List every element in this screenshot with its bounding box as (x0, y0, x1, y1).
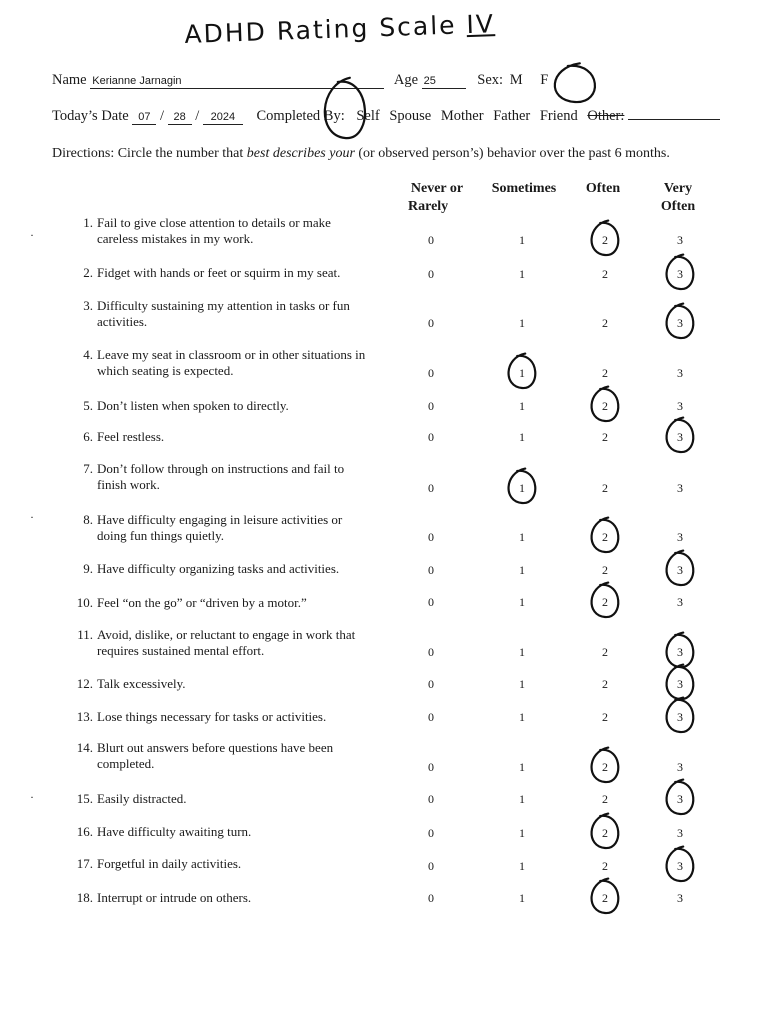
item-text: Lose things necessary for tasks or activities. (97, 709, 327, 724)
item-number: 4. (83, 347, 93, 362)
item-text: Feel restless. (97, 429, 165, 444)
item-number: 18. (76, 890, 93, 905)
score-option-1[interactable]: 1 (519, 399, 525, 413)
stray-mark: · (30, 790, 34, 804)
column-header-often (578, 180, 628, 198)
score-option-2[interactable]: 2 (602, 891, 608, 905)
score-option-1[interactable]: 1 (519, 366, 525, 380)
score-option-0[interactable]: 0 (428, 430, 434, 444)
item-text: Forgetful in daily activities. (97, 856, 242, 871)
score-option-2[interactable]: 2 (602, 399, 608, 413)
sex-circle (555, 63, 595, 102)
item-row (76, 856, 372, 872)
name-label: Name (52, 72, 87, 88)
item-row (83, 461, 372, 493)
item-number: 16. (76, 824, 93, 839)
score-option-3[interactable]: 3 (677, 267, 683, 281)
item-text: Feel “on the go” or “driven by a motor.” (97, 595, 307, 610)
item-number: 11. (77, 627, 93, 642)
score-option-1[interactable]: 1 (519, 677, 525, 691)
item-row (76, 740, 372, 772)
column-header-line: Often (585, 181, 621, 196)
date-separator: / (195, 108, 200, 124)
score-option-2[interactable]: 2 (602, 760, 608, 774)
score-option-3[interactable]: 3 (677, 826, 683, 840)
item-number: 17. (76, 856, 93, 871)
item-number: 2. (83, 265, 93, 280)
score-option-3[interactable]: 3 (677, 399, 683, 413)
column-header-line: Sometimes (491, 181, 557, 196)
score-option-0[interactable]: 0 (428, 481, 434, 495)
item-row (76, 890, 372, 906)
item-text: Have difficulty awaiting turn. (97, 824, 252, 839)
score-option-0[interactable]: 0 (428, 859, 434, 873)
score-option-2[interactable]: 2 (602, 645, 608, 659)
date-year-field[interactable]: 2024 (203, 111, 243, 125)
score-option-1[interactable]: 1 (519, 826, 525, 840)
score-option-1[interactable]: 1 (519, 792, 525, 806)
completed-option-mother[interactable]: Mother (440, 108, 484, 124)
completed-option-friend[interactable]: Friend (539, 108, 578, 124)
score-option-3[interactable]: 3 (677, 233, 683, 247)
date-month-field[interactable]: 07 (132, 111, 156, 125)
score-option-0[interactable]: 0 (428, 760, 434, 774)
item-text: Have difficulty engaging in leisure activities or doing fun things quietly. (97, 512, 343, 543)
score-option-2[interactable]: 2 (602, 316, 608, 330)
item-row (83, 215, 372, 247)
stray-mark: · (30, 228, 34, 242)
item-text: Have difficulty organizing tasks and activities. (97, 561, 340, 576)
item-text: Talk excessively. (97, 676, 186, 691)
directions-text-pre: Circle the number that (117, 146, 244, 161)
score-option-3[interactable]: 3 (677, 481, 683, 495)
directions (52, 146, 670, 162)
date-separator: / (159, 108, 164, 124)
other-field[interactable] (628, 107, 720, 120)
score-option-0[interactable]: 0 (428, 645, 434, 659)
name-field[interactable]: Kerianne Jarnagin (90, 75, 384, 89)
score-option-1[interactable]: 1 (519, 316, 525, 330)
completed-option-self[interactable]: Self (356, 108, 380, 124)
score-option-0[interactable]: 0 (428, 710, 434, 724)
item-text: Easily distracted. (97, 791, 187, 806)
item-number: 1. (83, 215, 93, 230)
column-header-line: Rarely (408, 199, 449, 214)
score-option-2[interactable]: 2 (602, 595, 608, 609)
sex-option-f[interactable]: F (540, 72, 549, 88)
completed-option-other[interactable]: Other: (587, 108, 625, 124)
item-row (83, 561, 372, 577)
score-option-0[interactable]: 0 (428, 233, 434, 247)
item-number: 8. (83, 512, 93, 527)
form-title (184, 9, 495, 49)
date-label: Today’s Date (52, 108, 129, 124)
item-number: 5. (83, 398, 93, 413)
score-option-2[interactable]: 2 (602, 859, 608, 873)
item-text: Avoid, dislike, or reluctant to engage in work that requires sustained mental effort. (97, 627, 356, 658)
sex-label: Sex: (477, 72, 504, 88)
item-row (83, 298, 372, 330)
score-option-1[interactable]: 1 (519, 267, 525, 281)
item-row (77, 627, 372, 659)
score-option-0[interactable]: 0 (428, 595, 434, 609)
item-row (83, 265, 372, 281)
score-option-3[interactable]: 3 (677, 859, 683, 873)
score-option-2[interactable]: 2 (602, 677, 608, 691)
score-option-0[interactable]: 0 (428, 792, 434, 806)
score-option-3[interactable]: 3 (677, 316, 683, 330)
score-option-2[interactable]: 2 (602, 267, 608, 281)
completed-option-father[interactable]: Father (493, 108, 531, 124)
score-option-1[interactable]: 1 (519, 859, 525, 873)
score-option-3[interactable]: 3 (677, 760, 683, 774)
score-option-2[interactable]: 2 (602, 826, 608, 840)
item-number: 6. (83, 429, 93, 444)
completed-by-label: Completed By: (256, 108, 345, 124)
score-option-2[interactable]: 2 (602, 233, 608, 247)
item-row (76, 676, 372, 692)
date-row (52, 107, 720, 125)
item-number: 10. (76, 595, 93, 610)
score-option-3[interactable]: 3 (677, 891, 683, 905)
column-header-very-often (650, 180, 706, 216)
score-option-0[interactable]: 0 (428, 530, 434, 544)
score-option-3[interactable]: 3 (677, 677, 683, 691)
item-text: Interrupt or intrude on others. (97, 890, 252, 905)
item-row (76, 791, 372, 807)
score-option-0[interactable]: 0 (428, 563, 434, 577)
completed-option-spouse[interactable]: Spouse (389, 108, 432, 124)
score-option-1[interactable]: 1 (519, 891, 525, 905)
item-text: Blurt out answers before questions have been completed. (97, 740, 334, 771)
age-label: Age (393, 72, 419, 88)
item-text: Don’t listen when spoken to directly. (97, 398, 289, 413)
directions-label: Directions: (52, 146, 115, 161)
score-option-3[interactable]: 3 (677, 645, 683, 659)
sex-option-m[interactable]: M (509, 72, 523, 88)
score-option-2[interactable]: 2 (602, 563, 608, 577)
score-option-2[interactable]: 2 (602, 430, 608, 444)
directions-text-emphasis: best describes your (246, 146, 355, 161)
item-text: Fail to give close attention to details or make careless mistakes in my work. (97, 215, 331, 246)
score-option-0[interactable]: 0 (428, 826, 434, 840)
item-number: 7. (83, 461, 93, 476)
column-header-line: Very (663, 181, 693, 196)
item-row (76, 709, 372, 725)
item-number: 12. (76, 676, 93, 691)
score-option-0[interactable]: 0 (428, 267, 434, 281)
column-header-line: Often (660, 199, 696, 214)
date-day-field[interactable]: 28 (168, 111, 192, 125)
score-option-3[interactable]: 3 (677, 530, 683, 544)
score-option-1[interactable]: 1 (519, 710, 525, 724)
score-option-1[interactable]: 1 (519, 233, 525, 247)
item-text: Fidget with hands or feet or squirm in my seat. (97, 265, 341, 280)
item-row (83, 429, 372, 445)
item-text: Leave my seat in classroom or in other situations in which seating is expected. (97, 347, 366, 378)
score-option-1[interactable]: 1 (519, 430, 525, 444)
item-text: Difficulty sustaining my attention in tasks or fun activities. (97, 298, 350, 329)
item-row (83, 398, 372, 414)
age-field[interactable]: 25 (422, 75, 466, 89)
score-option-0[interactable]: 0 (428, 399, 434, 413)
title-text: ADHD Rating Scale (183, 10, 458, 49)
column-header-sometimes (482, 180, 566, 198)
score-option-0[interactable]: 0 (428, 677, 434, 691)
score-option-3[interactable]: 3 (677, 792, 683, 806)
item-row (76, 824, 372, 840)
score-option-2[interactable]: 2 (602, 481, 608, 495)
item-number: 9. (83, 561, 93, 576)
item-row (83, 512, 372, 544)
score-option-1[interactable]: 1 (519, 645, 525, 659)
score-option-3[interactable]: 3 (677, 595, 683, 609)
item-number: 14. (76, 740, 93, 755)
directions-text-post: (or observed person’s) behavior over the past 6 months. (358, 146, 670, 161)
score-option-0[interactable]: 0 (428, 891, 434, 905)
score-option-3[interactable]: 3 (677, 563, 683, 577)
item-number: 13. (76, 709, 93, 724)
score-option-2[interactable]: 2 (602, 366, 608, 380)
score-option-0[interactable]: 0 (428, 316, 434, 330)
score-option-3[interactable]: 3 (677, 430, 683, 444)
stray-mark: · (30, 510, 34, 524)
score-option-0[interactable]: 0 (428, 366, 434, 380)
column-header-line: Never or (410, 181, 464, 196)
score-option-1[interactable]: 1 (519, 563, 525, 577)
column-header-never (400, 180, 474, 216)
score-option-1[interactable]: 1 (519, 595, 525, 609)
title-roman-numeral: IV (465, 9, 496, 40)
score-option-3[interactable]: 3 (677, 710, 683, 724)
score-option-3[interactable]: 3 (677, 366, 683, 380)
score-option-2[interactable]: 2 (602, 710, 608, 724)
item-row (83, 347, 372, 379)
score-option-2[interactable]: 2 (602, 792, 608, 806)
score-option-2[interactable]: 2 (602, 530, 608, 544)
item-text: Don’t follow through on instructions and fail to finish work. (97, 461, 345, 492)
item-number: 3. (83, 298, 93, 313)
score-option-1[interactable]: 1 (519, 530, 525, 544)
name-row (52, 72, 548, 89)
item-row (76, 595, 372, 611)
score-option-1[interactable]: 1 (519, 481, 525, 495)
item-number: 15. (76, 791, 93, 806)
score-option-1[interactable]: 1 (519, 760, 525, 774)
